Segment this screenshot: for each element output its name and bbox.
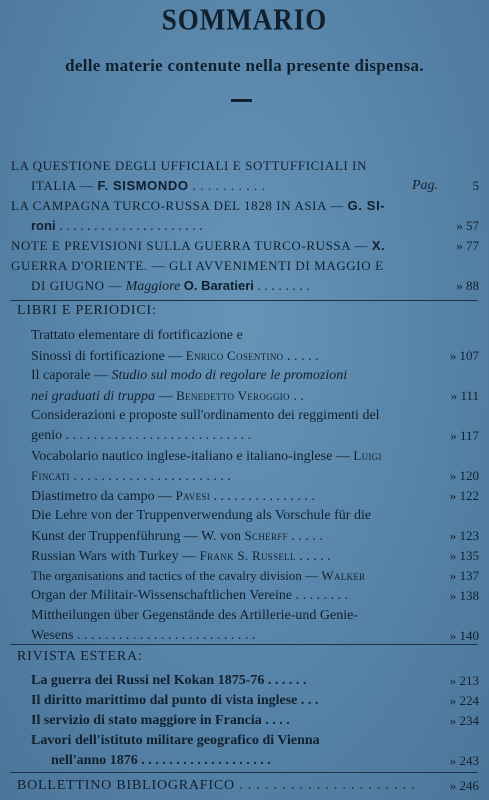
libri-entry-2-author: Benedetto Veroggio: [176, 388, 290, 403]
libri-entry-2-line-1: Il caporale — Studio sul modo di regolare le promozioni: [31, 368, 348, 383]
bollettino-page: » 246: [449, 778, 479, 793]
page-title: SOMMARIO: [161, 1, 328, 37]
libri-entry-8-author: Walker: [321, 568, 366, 583]
toc-entry-1-page: 5: [472, 178, 479, 193]
dot-leader: . . . . . . . . . .: [192, 178, 266, 193]
section-heading-rivista: RIVISTA ESTERA:: [17, 649, 143, 664]
libri-entry-6-author: Scherff: [244, 528, 288, 543]
libri-entry-9-page: » 138: [449, 588, 479, 603]
libri-entry-2-line-2: nei graduati di truppa — Benedetto Veroggio . . » 111: [31, 388, 479, 404]
rivista-entry-3: Il servizio di stato maggiore in Francia . . . . » 234: [0, 711, 489, 731]
libri-entry-5-author: Pavesi: [175, 488, 211, 503]
dot-leader: . . . . . . . .: [295, 588, 349, 603]
libri-entry-7-page: » 135: [449, 548, 479, 563]
rivista-entry-1-page: » 213: [449, 673, 479, 688]
dot-leader: . . . . . . . . . . . . . . .: [213, 489, 316, 504]
dot-leader: . . . .: [265, 713, 290, 728]
rivista-entry-4-line-1: Lavori dell'istituto militare geografico di Vienna: [31, 733, 320, 748]
libri-entry-6-page: » 123: [449, 528, 479, 543]
pag-label: Pag.: [412, 178, 439, 193]
dot-leader: . . . . . . . . . . . . . . . . . . . . . . . . . .: [76, 628, 256, 643]
libri-entry-6-line-1: Die Lehre von der Truppenverwendung als Vorschule für die: [31, 508, 372, 523]
rivista-entry-2: Il diritto marittimo dal punto di vista inglese . . . » 224: [0, 691, 489, 711]
section-heading-libri: LIBRI E PERIODICI:: [17, 303, 157, 318]
libri-entry-5-page: » 122: [449, 488, 479, 503]
libri-entry-10-page: » 140: [449, 628, 479, 643]
toc-entry-4-page: » 88: [456, 278, 479, 293]
toc-entry-2-line-1: LA CAMPAGNA TURCO-RUSSA DEL 1828 IN ASIA — G. SI-: [11, 198, 386, 213]
libri-entry-4-page: » 120: [449, 468, 479, 483]
rivista-entry-2-page: » 224: [449, 693, 479, 708]
libri-entry-1-line-2: Sinossi di fortificazione — Enrico Cosentino . . . . . » 107: [31, 348, 479, 364]
dot-leader: . . . . . . . . . . . . . . . . . . . . .: [239, 778, 416, 793]
libri-entry-3-page: » 117: [450, 428, 479, 443]
libri-entry-1-line-1: Trattato elementare di fortificazione e: [31, 328, 243, 343]
rivista-entry-4-line-2: nell'anno 1876 . . . . . . . . . . . . . . . . . . . » 243: [0, 751, 489, 771]
libri-entry-6-line-2: Kunst der Truppenführung — W. von Scherff . . . . . » 123: [31, 528, 479, 544]
dot-leader: . . .: [300, 693, 319, 708]
toc-entry-4-line-2: DI GIUGNO — Maggiore O. Baratieri . . . . . . . . » 88: [31, 278, 479, 294]
toc-entry-1-line-2: ITALIA — F. SISMONDO . . . . . . . . . . Pag. 5: [0, 176, 489, 196]
libri-entry-9: Organ der Militair-Wissenschaftlichen Vereine . . . . . . . . » 138: [0, 586, 489, 606]
dot-leader: . . . . . . . . . . . . . . . . . . . . .: [59, 219, 203, 234]
libri-entry-3-line-2: genio . . . . . . . . . . . . . . . . . . . . . . . . . . . » 117: [0, 426, 489, 446]
libri-entry-2-page: » 111: [450, 388, 479, 403]
dot-leader: . . . . .: [291, 529, 323, 544]
libri-entry-10-line-1: Mittheilungen über Gegenstände des Artillerie-und Genie-: [31, 608, 358, 623]
dot-leader: . . . . . .: [267, 673, 307, 688]
rivista-entry-4-page: » 243: [449, 753, 479, 768]
libri-entry-7-author: Frank S. Russell: [199, 548, 296, 563]
toc-entry-2-page: » 57: [456, 218, 479, 233]
libri-entry-4-line-2: [0, 466, 489, 486]
title-dash-ornament: [231, 99, 252, 102]
dot-leader: . . . . . . . . . . . . . . . . . . .: [141, 753, 271, 768]
toc-entry-3: NOTE E PREVISIONI SULLA GUERRA TURCO-RUSSA — X. » 77: [0, 236, 489, 256]
rivista-entry-1: La guerra dei Russi nel Kokan 1875-76 . . . . . . » 213: [0, 671, 489, 691]
bollettino-entry: BOLLETTINO BIBLIOGRAFICO . . . . . . . . . . . . . . . . . . . . . » 246: [0, 776, 489, 796]
dot-leader: . . . . . . . . . . . . . . . . . . . . . . . . . . .: [65, 428, 252, 443]
rivista-entry-3-page: » 234: [449, 713, 479, 728]
dot-leader: . . . . .: [286, 349, 319, 364]
toc-entry-1-line-1: LA QUESTIONE DEGLI UFFICIALI E SOTTUFFICIALI IN: [11, 158, 368, 173]
libri-entry-4-line-1: Vocabolario nautico inglese-italiano e italiano-inglese — Luigi: [31, 448, 382, 464]
toc-entry-4-author: O. Baratieri: [183, 278, 254, 293]
libri-entry-1-author: Enrico Cosentino: [185, 348, 284, 363]
toc-entry-3-author: X.: [371, 238, 386, 253]
toc-entry-4-line-1: GUERRA D'ORIENTE. — GLI AVVENIMENTI DI MAGGIO E: [11, 258, 384, 273]
libri-entry-8: The organisations and tactics of the cavalry division — Walker » 137: [0, 566, 489, 586]
libri-entry-7: Russian Wars with Turkey — Frank S. Russell . . . . . » 135: [31, 548, 479, 564]
dot-leader: . .: [293, 389, 304, 404]
libri-entry-4-author: Fincati: [31, 468, 70, 483]
libri-entry-10-line-2: Wesens . . . . . . . . . . . . . . . . . . . . . . . . . . » 140: [0, 626, 489, 646]
dot-leader: . . . . .: [299, 549, 331, 564]
toc-entry-2-line-2: [0, 216, 489, 236]
section-divider: [10, 644, 478, 645]
page-subtitle: delle materie contenute nella presente dispensa.: [65, 56, 424, 75]
toc-entry-1-author: F. SISMONDO: [97, 178, 189, 193]
toc-entry-2-author: roni: [31, 218, 56, 233]
libri-entry-8-page: » 137: [449, 568, 479, 583]
libri-entry-5: Diastimetro da campo — Pavesi . . . . . . . . . . . . . . . » 122: [31, 488, 479, 504]
dot-leader: . . . . . . . .: [257, 279, 310, 294]
dot-leader: . . . . . . . . . . . . . . . . . . . . . . .: [73, 469, 231, 484]
section-divider: [10, 772, 478, 773]
libri-entry-1-page: » 107: [449, 348, 479, 363]
toc-entry-3-page: » 77: [456, 238, 479, 253]
libri-entry-3-line-1: Considerazioni e proposte sull'ordinamento dei reggimenti del: [31, 408, 380, 423]
